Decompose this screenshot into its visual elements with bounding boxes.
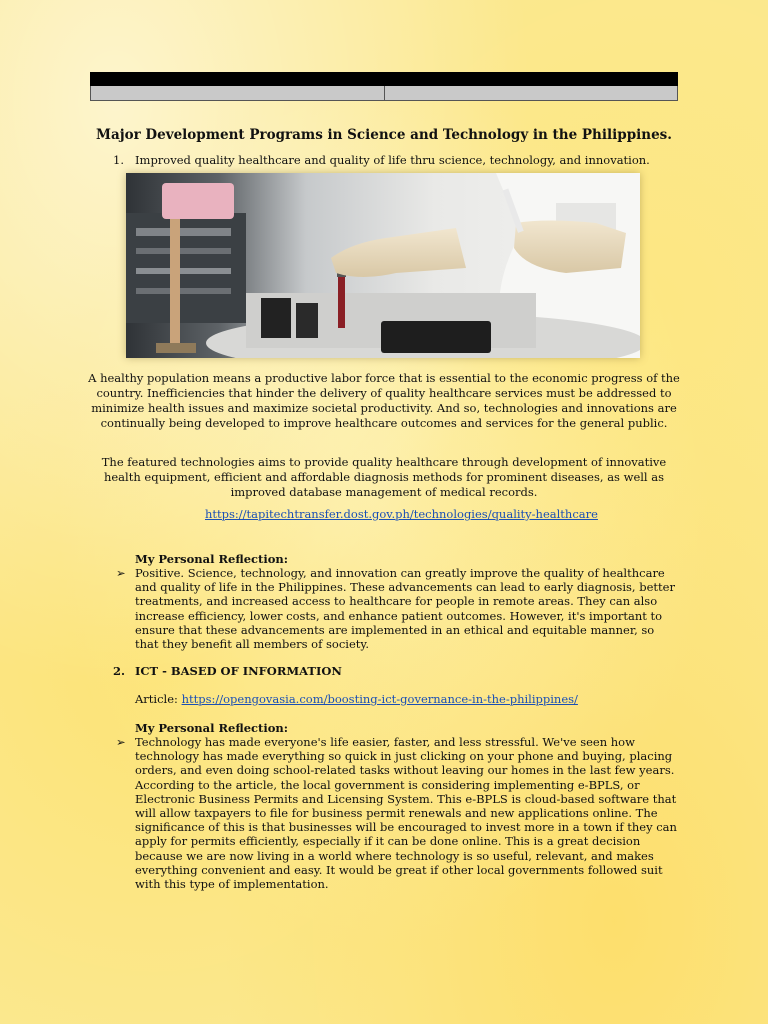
header-table-black-row — [90, 72, 678, 86]
reflection-2-text: Technology has made everyone's life easier, faster, and less stressful. We've seen how technology has made everything so quick in just clicking on your phone and buying, placing orders, and even doing school-related tasks without leaving our homes in the last few years. According to the article, the local government is considering implementing e-BPLS, or Electronic Business Permits and Licensing System. This e-BPLS is cloud-based software that will allow taxpayers to file for business permit renewals and new applications online. The significance of this is that businesses will be encouraged to invest more in a town if they can apply for permits efficiently, especially if it can be done online. This is a great decision because we are now living in a world where technology is so useful, relevant, and makes everything convenient and easy. It would be great if other local governments followed suit with this type of implementation. — [135, 735, 677, 892]
header-table-gray-row — [90, 86, 678, 101]
bullet-arrow-icon: ➢ — [116, 735, 126, 749]
lab-photo — [126, 173, 640, 358]
list-item-1-text: Improved quality healthcare and quality of life thru science, technology, and innovation. — [135, 153, 650, 167]
healthcare-link[interactable]: https://tapitechtransfer.dost.gov.ph/technologies/quality-healthcare — [205, 507, 598, 521]
article-line — [135, 692, 578, 706]
reflection-1-text: Positive. Science, technology, and innovation can greatly improve the quality of healthcare and quality of life in the Philippines. These advancements can lead to early diagnosis, better treatments, and increased access to healthcare for people in remote areas. They can also increase efficiency, lower costs, and enhance patient outcomes. However, it's important to ensure that these advancements are implemented in an ethical and equitable manner, so that they benefit all members of society. — [135, 566, 675, 652]
reflection-2-heading: My Personal Reflection: — [135, 721, 288, 735]
paragraph-2: The featured technologies aims to provide quality healthcare through development of innovative health equipment, efficient and affordable diagnosis methods for prominent diseases, as well as improved database management of medical records. — [101, 455, 667, 499]
article-label: Article: — [135, 692, 178, 706]
header-table-cell-left — [91, 86, 385, 100]
page-title: Major Development Programs in Science and Technology in the Philippines. — [96, 127, 672, 143]
article-link[interactable]: https://opengovasia.com/boosting-ict-governance-in-the-philippines/ — [181, 692, 578, 706]
header-table-cell-right — [385, 86, 678, 100]
list-item-2-text: ICT - BASED OF INFORMATION — [135, 664, 342, 678]
header-table — [90, 72, 678, 101]
list-item-1-number: 1. — [113, 153, 124, 167]
paragraph-1: A healthy population means a productive labor force that is essential to the economic progress of the country. Inefficiencies that hinder the delivery of quality healthcare services must be addressed to minimize health issues and maximize societal productivity. And so, technologies and innovations are continually being developed to improve healthcare outcomes and services for the general public. — [88, 371, 680, 430]
list-item-2-number: 2. — [113, 664, 126, 678]
bullet-arrow-icon: ➢ — [116, 566, 126, 580]
list-item-1 — [113, 153, 713, 167]
lab-photo-image — [126, 173, 640, 358]
reflection-1-heading: My Personal Reflection: — [135, 552, 288, 566]
list-item-2 — [113, 664, 342, 678]
